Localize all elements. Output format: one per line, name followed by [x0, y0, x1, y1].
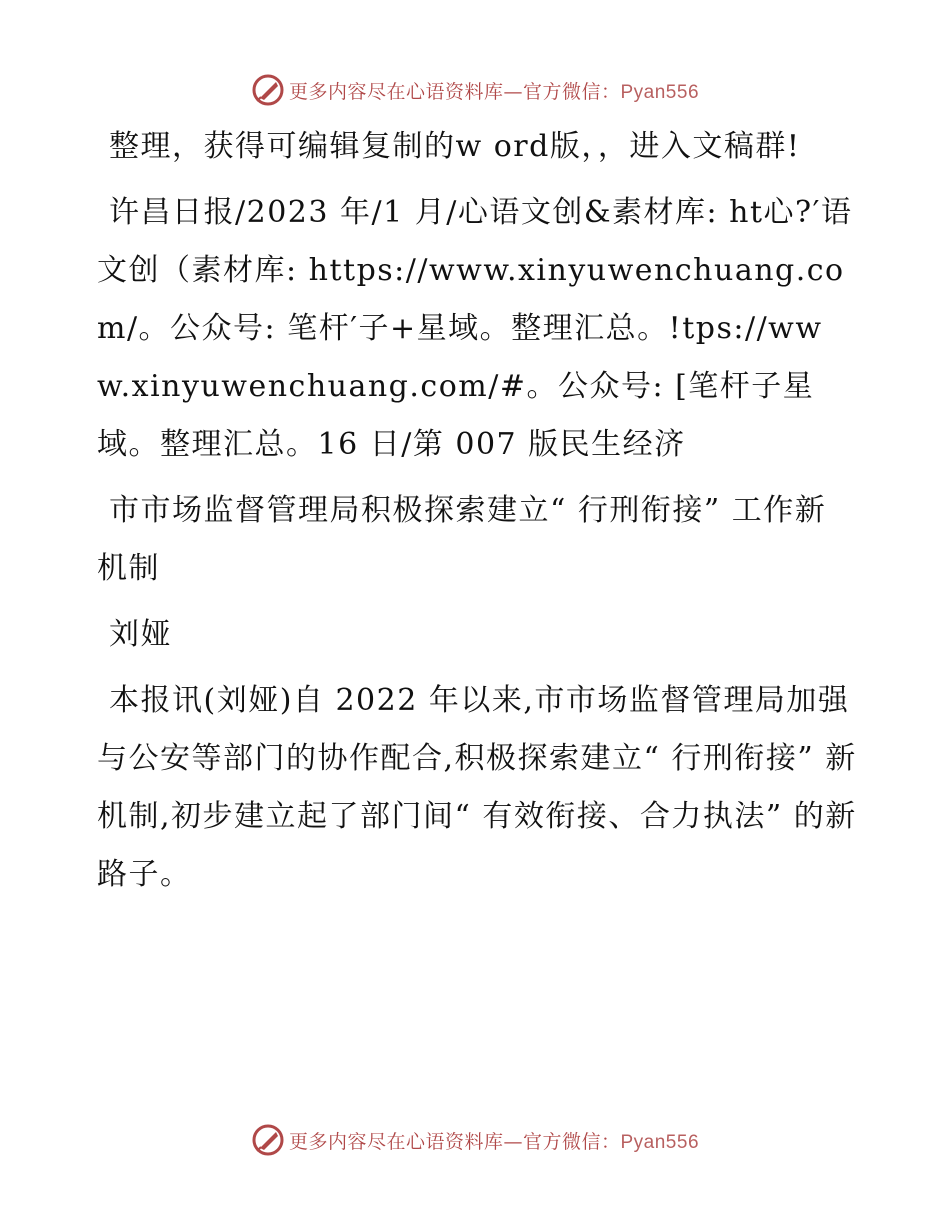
wechat-id: Pyan556 — [620, 1131, 700, 1153]
footer-banner — [0, 1120, 950, 1160]
article-lead: 本报讯(刘娅)自 2022 年以来,市市场监督管理局加强与公安等部门的协作配合,积极探索建立“ 行刑衔接” 新机制,初步建立起了部门间“ 有效衔接、合力执法” 的新路子。 — [97, 683, 857, 892]
header-banner — [0, 70, 950, 110]
paragraph-source: 许昌日报/2023 年/1 月/心语文创&素材库: ht心?′语文创（素材库: https://www.xinyuwenchuang.com/。公众号: 笔杆′子+星域。整理汇总。!tps://www.xinyuwenchuang.com/#。公众号: [笔杆子星域。整理汇总。16 日/第 007 版民生经济 — [97, 195, 853, 462]
wechat-id: Pyan556 — [620, 81, 700, 103]
quill-circle-icon — [251, 73, 285, 107]
quill-circle-icon — [251, 1123, 285, 1157]
banner-text: 更多内容尽在心语资料库—官方微信：Pyan556 — [288, 1130, 700, 1153]
document-body — [97, 118, 857, 912]
article-author: 刘娅 — [109, 617, 172, 652]
banner-text: 更多内容尽在心语资料库—官方微信：Pyan556 — [288, 80, 700, 103]
article-title: 市市场监督管理局积极探索建立“ 行刑衔接” 工作新机制 — [97, 493, 827, 586]
paragraph-intro: 整理，获得可编辑复制的w ord版，，进入文稿群! — [109, 129, 801, 164]
